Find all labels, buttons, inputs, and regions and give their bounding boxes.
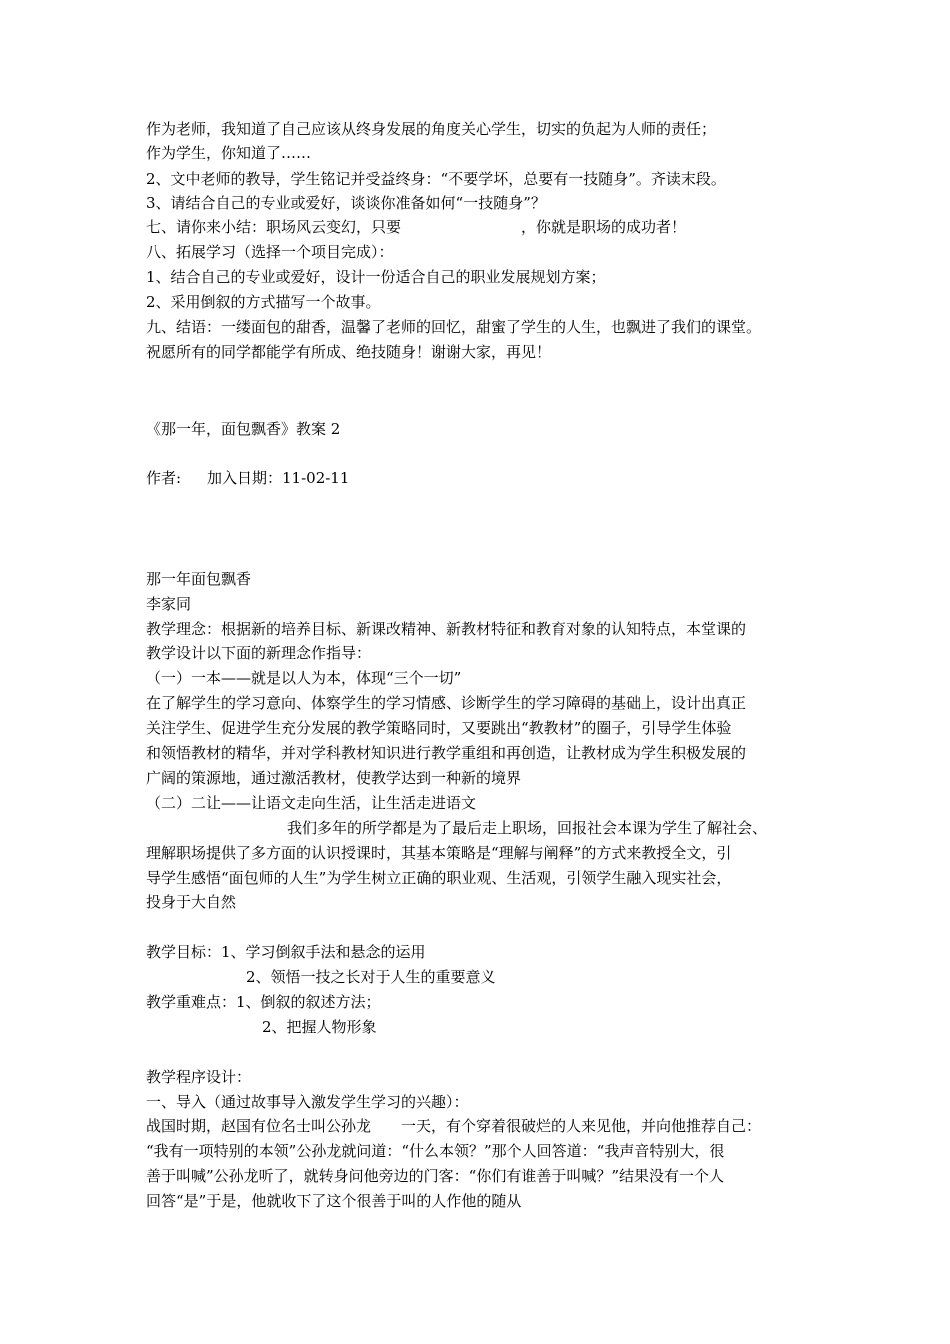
text-line-continuation: ，你就是职场的成功者！: [521, 218, 687, 236]
text-line: 广阔的策源地，通过激活教材，使教学达到一种新的境界: [146, 769, 522, 787]
text-line: 回答“是”于是，他就收下了这个很善于叫的人作他的随从: [146, 1192, 522, 1210]
text-line: 2、领悟一技之长对于人生的重要意义: [246, 968, 496, 986]
text-line: 作为学生，你知道了……: [146, 144, 312, 162]
text-line: 在了解学生的学习意向、体察学生的学习情感、诊断学生的学习障碍的基础上，设计出真正: [146, 694, 747, 712]
text-line: 祝愿所有的同学都能学有所成、绝技随身！谢谢大家，再见！: [146, 343, 552, 361]
text-line: 投身于大自然: [146, 893, 237, 911]
text-line: 七、请你来小结：职场风云变幻，只要: [146, 218, 402, 236]
text-line: 教学理念：根据新的培养目标、新课改精神、新教材特征和教育对象的认知特点，本堂课的: [146, 620, 747, 638]
text-line: 2、文中老师的教导，学生铭记并受益终身：“不要学坏，总要有一技随身”。齐读末段。: [146, 170, 726, 188]
text-line: 3、请结合自己的专业或爱好，谈谈你准备如何“一技随身”？: [146, 194, 546, 212]
text-line: 一、导入（通过故事导入激发学生学习的兴趣）：: [146, 1093, 469, 1111]
text-line: 教学设计以下面的新理念作指导：: [146, 644, 372, 662]
text-line: 善于叫喊”公孙龙听了，就转身问他旁边的门客：“你们有谁善于叫喊？”结果没有一个人: [146, 1167, 725, 1185]
article-author: 李家同: [146, 595, 192, 613]
text-line: （一）一本——就是以人为本，体现“三个一切”: [146, 669, 462, 687]
text-line: 八、拓展学习（选择一个项目完成）：: [146, 243, 394, 261]
text-line: “我有一项特别的本领”公孙龙就问道：“什么本领？”那个人回答道：“我声音特别大，很: [146, 1142, 725, 1160]
date-label: 加入日期：11-02-11: [207, 469, 350, 487]
text-line: 理解职场提供了多方面的认识授课时，其基本策略是“理解与阐释”的方式来教授全文，引: [146, 844, 732, 862]
text-line: 导学生感悟“面包师的人生”为学生树立正确的职业观、生活观，引领学生融入现实社会，: [146, 869, 732, 887]
text-line: 1、结合自己的专业或爱好，设计一份适合自己的职业发展规划方案；: [146, 268, 606, 286]
text-line: 教学程序设计：: [146, 1068, 252, 1086]
text-line: 我们多年的所学都是为了最后走上职场，回报社会本课为学生了解社会、: [287, 819, 768, 837]
text-line: 战国时期，赵国有位名士叫公孙龙 一天，有个穿着很破烂的人来见他，并向他推荐自己：: [146, 1117, 762, 1135]
text-line: 2、把握人物形象: [262, 1018, 377, 1036]
text-line: 九、结语：一缕面包的甜香，温馨了老师的回忆，甜蜜了学生的人生，也飘进了我们的课堂。: [146, 318, 762, 336]
text-line: 教学目标：1、学习倒叙手法和悬念的运用: [146, 943, 426, 961]
doc-title: 《那一年，面包飘香》教案 2: [146, 420, 341, 438]
article-title: 那一年面包飘香: [146, 570, 252, 588]
text-line: 作为老师，我知道了自己应该从终身发展的角度关心学生，切实的负起为人师的责任；: [146, 120, 717, 138]
text-line: 2、采用倒叙的方式描写一个故事。: [146, 293, 381, 311]
text-line: 和领悟教材的精华，并对学科教材知识进行教学重组和再创造，让教材成为学生积极发展的: [146, 744, 747, 762]
author-label: 作者:: [146, 469, 182, 487]
text-line: 教学重难点：1、倒叙的叙述方法；: [146, 993, 381, 1011]
text-line: 关注学生、促进学生充分发展的教学策略同时，又要跳出“教教材”的圈子，引导学生体验: [146, 719, 732, 737]
text-line: （二）二让——让语文走向生活，让生活走进语文: [146, 794, 477, 812]
